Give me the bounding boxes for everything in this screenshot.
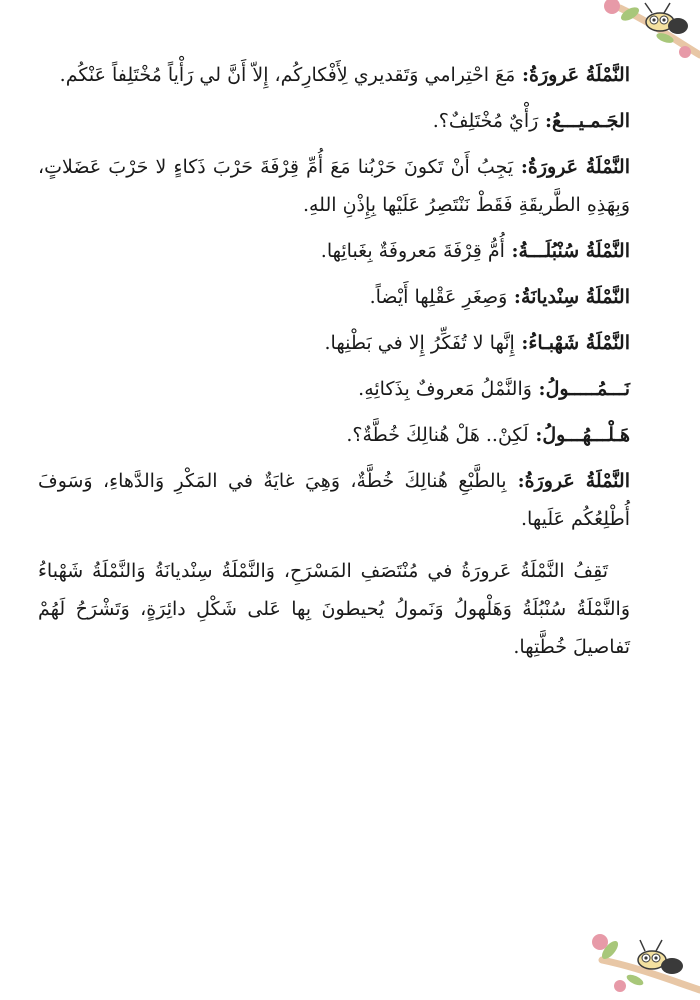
speaker-name: النَّمْلَةُ عَرورَةُ (524, 470, 630, 492)
dialogue-text: إِنَّها لا تُفَكِّرُ إِلا في بَطْنِها. (324, 332, 515, 354)
dialogue-text: وَالنَّمْلُ مَعروفٌ بِذَكائِهِ. (358, 378, 532, 400)
stage-direction: تَقِفُ النَّمْلَةُ عَرورَةُ في مُنْتَصَفِ المَسْرَحِ، وَالنَّمْلَةُ سِنْديانَةُ وَالنَّمْلَةُ شَهْباءُ وَالنَّمْلَةُ سُنْبُلَةُ وَهَلْهولُ وَنَمولُ يُحيطونَ بِها عَلى شَكْلِ دائِرَةٍ، وَتَشْرَحُ لَهُمْ تَفاصيلَ خُطَّتِها. (38, 560, 630, 658)
dialogue-line: النَّمْلَةُ عَرورَةُ: يَجِبُ أَنْ تَكونَ حَرْبُنا مَعَ أُمِّ قِرْفَةَ حَرْبَ ذَكاءٍ لا حَرْبَ عَضَلاتٍ، وَبِهَذِهِ الطَّريقَةِ فَقَطْ نَنْتَصِرُ عَلَيْها بِإِذْنِ اللهِ. (38, 156, 630, 216)
ant-on-branch-icon (590, 920, 700, 1000)
speaker-name: نَـــمُـــــولُ (545, 378, 630, 400)
dialogue-text: رَأْيٌ مُخْتَلِفٌ؟. (432, 110, 539, 132)
speaker-name: هَـلْـــهُـــولُ (542, 424, 630, 446)
dialogue-text: مَعَ احْتِرامي وَتَقديري لِأَفْكارِكُم، إِلاّ أَنَّ لي رَأْياً مُخْتَلِفاً عَنْكُم. (59, 64, 516, 86)
speaker-name: النَّمْلَةُ عَرورَةُ (527, 156, 630, 178)
dialogue-text: لَكِنْ.. هَلْ هُنالِكَ خُطَّةٌ؟. (346, 424, 529, 446)
dialogue-text: أُمُّ قِرْفَةَ مَعروفَةٌ بِغَبائِها. (320, 240, 505, 262)
dialogue-line: النَّمْلَةُ سِنْديانَةُ: وَصِغَرِ عَقْلِها أَيْضاً. (369, 286, 630, 308)
dialogue-line: هَـلْـــهُـــولُ: لَكِنْ.. هَلْ هُنالِكَ خُطَّةٌ؟. (346, 424, 630, 446)
speaker-name: النَّمْلَةُ سُنْبُلَـــةُ (518, 240, 630, 262)
speaker-name: النَّمْلَةُ شَهْبـاءُ (528, 332, 630, 354)
dialogue-text: وَصِغَرِ عَقْلِها أَيْضاً. (369, 286, 508, 308)
dialogue-line: النَّمْلَةُ سُنْبُلَـــةُ: أُمُّ قِرْفَةَ مَعروفَةٌ بِغَبائِها. (320, 240, 630, 262)
dialogue-line: النَّمْلَةُ عَرورَةُ: بِالطَّبْعِ هُنالِكَ خُطَّةٌ، وَهِيَ غايَةٌ في المَكْرِ وَالدَّهاءِ، وَسَوفَ أُطْلِعُكُم عَلَيها. (38, 470, 630, 530)
dialogue-line: نَـــمُـــــولُ: وَالنَّمْلُ مَعروفٌ بِذَكائِهِ. (358, 378, 630, 400)
speaker-name: النَّمْلَةُ سِنْديانَةُ (520, 286, 630, 308)
speaker-name: النَّمْلَةُ عَرورَةُ (528, 64, 630, 86)
speaker-name: الجَـمـيـــعُ (552, 110, 630, 132)
dialogue-text: يَجِبُ أَنْ تَكونَ حَرْبُنا مَعَ أُمِّ قِرْفَةَ حَرْبَ ذَكاءٍ لا حَرْبَ عَضَلاتٍ، وَبِهَذِهِ الطَّريقَةِ فَقَطْ نَنْتَصِرُ عَلَيْها بِإِذْنِ اللهِ. (38, 156, 630, 216)
dialogue-line: النَّمْلَةُ شَهْبـاءُ: إِنَّها لا تُفَكِّرُ إِلا في بَطْنِها. (324, 332, 630, 354)
play-script-page (38, 56, 630, 674)
dialogue-text: بِالطَّبْعِ هُنالِكَ خُطَّةٌ، وَهِيَ غايَةٌ في المَكْرِ وَالدَّهاءِ، وَسَوفَ أُطْلِعُكُم عَلَيها. (38, 470, 630, 530)
dialogue-line: الجَـمـيـــعُ: رَأْيٌ مُخْتَلِفٌ؟. (432, 110, 630, 132)
dialogue-line: النَّمْلَةُ عَرورَةُ: مَعَ احْتِرامي وَتَقديري لِأَفْكارِكُم، إِلاّ أَنَّ لي رَأْياً مُخْتَلِفاً عَنْكُم. (59, 64, 630, 86)
